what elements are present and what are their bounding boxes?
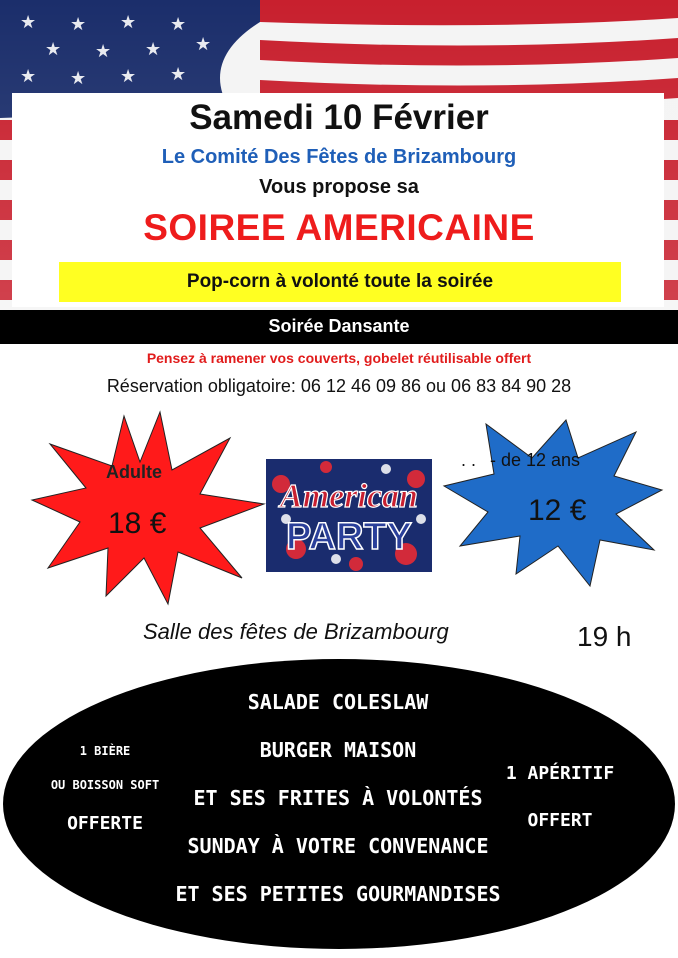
reminder-text: Pensez à ramener vos couverts, gobelet réutilisable offert — [146, 350, 532, 366]
drink-offer-line: OFFERTE — [67, 813, 143, 834]
aperitif-offer-line: OFFERT — [527, 810, 593, 831]
venue-name: Salle des fêtes de Brizambourg — [143, 619, 449, 644]
logo-american-text: American — [280, 478, 418, 515]
aperitif-offer-line: 1 APÉRITIF — [505, 763, 615, 784]
menu-item: BURGER MAISON — [259, 738, 417, 762]
child-dots: . . — [461, 450, 477, 470]
organizer-name: Le Comité Des Fêtes de Brizambourg — [161, 146, 517, 168]
reservation-text: Réservation obligatoire: 06 12 46 09 86 ou 06 83 84 90 28 — [106, 376, 572, 396]
dance-band: Soirée Dansante — [0, 310, 678, 344]
adult-price: 18 € — [108, 507, 167, 540]
menu-item: SUNDAY À VOTRE CONVENANCE — [187, 834, 489, 858]
adult-label: Adulte — [106, 462, 162, 482]
american-party-logo — [266, 459, 432, 572]
event-time: 19 h — [577, 621, 632, 652]
drink-offer-line: 1 BIÈRE — [79, 744, 131, 758]
propose-text: Vous propose sa — [259, 176, 419, 198]
child-label: - de 12 ans — [490, 450, 581, 470]
popcorn-banner: Pop-corn à volonté toute la soirée — [59, 262, 621, 302]
logo-party-text: PARTY — [286, 516, 412, 558]
event-title: SOIREE AMERICAINE — [143, 207, 535, 248]
menu-item: SALADE COLESLAW — [247, 690, 429, 714]
event-date: Samedi 10 Février — [189, 98, 489, 137]
child-price: 12 € — [528, 494, 587, 527]
menu-item: ET SES PETITES GOURMANDISES — [175, 882, 501, 906]
drink-offer-line: OU BOISSON SOFT — [50, 778, 160, 792]
menu-item: ET SES FRITES À VOLONTÉS — [193, 786, 483, 810]
